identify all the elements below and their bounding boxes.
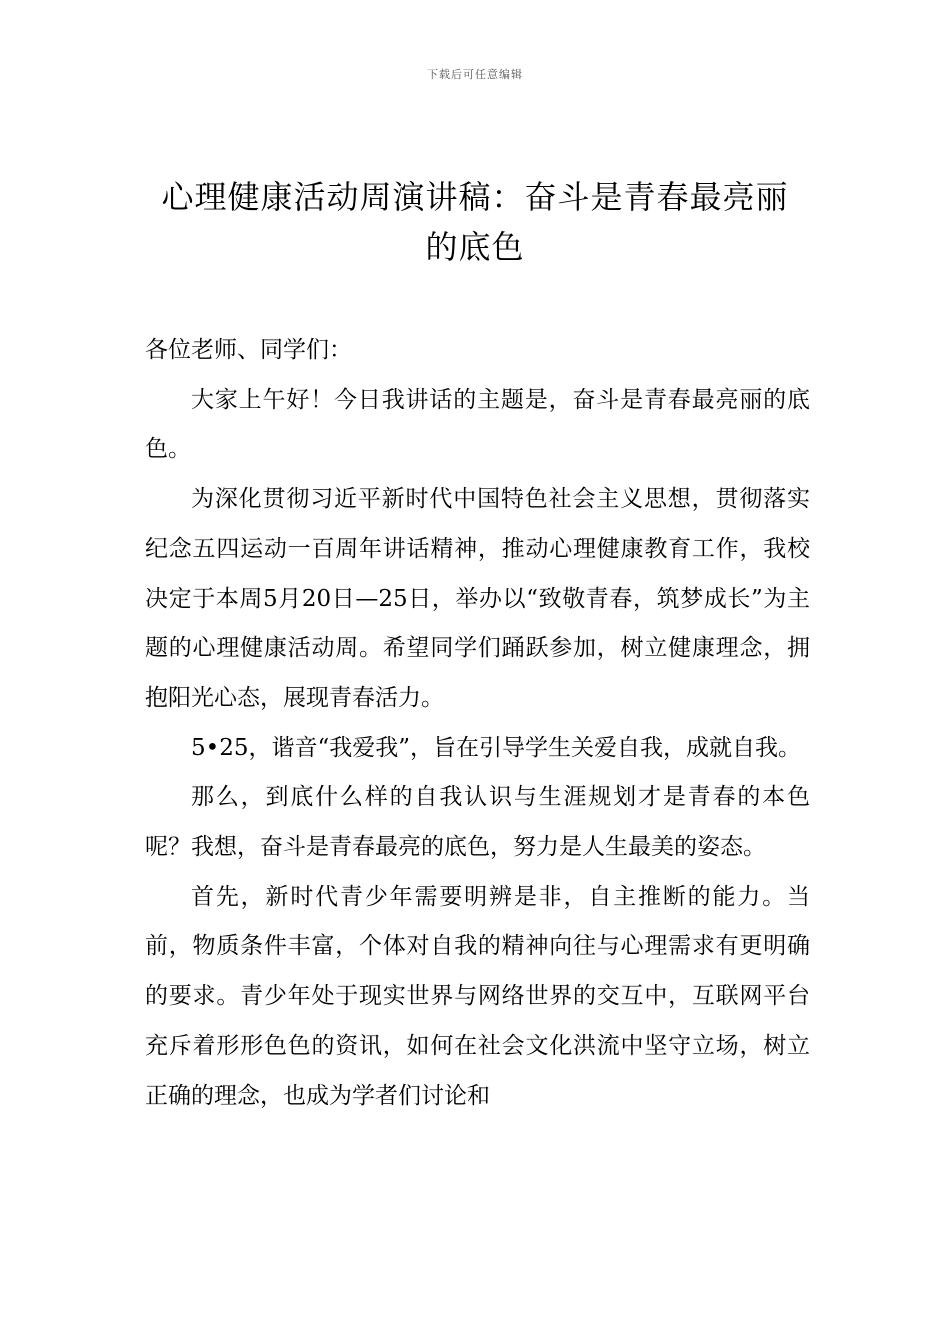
document-title: 心理健康活动周演讲稿：奋斗是青春最亮丽的底色 bbox=[161, 178, 789, 266]
paragraph-question: 那么，到底什么样的自我认识与生涯规划才是青春的本色呢？我想，奋斗是青春最亮的底色，努力是人生最美的姿态。 bbox=[145, 784, 810, 861]
paragraph-first-point: 首先，新时代青少年需要明辨是非，自主推断的能力。当前，物质条件丰富，个体对自我的精神向往与心理需求有更明确的要求。青少年处于现实世界与网络世界的交互中，互联网平台充斥着形形色色的资讯，如何在社会文化洪流中坚守立场，树立正确的理念，也成为学者们讨论和 bbox=[145, 883, 810, 1109]
header-note: 下载后可任意编辑 bbox=[427, 68, 523, 81]
paragraph-525-meaning: 5•25，谐音“我爱我”，旨在引导学生关爱自我，成就自我。 bbox=[191, 734, 801, 761]
paragraph-event-intro: 为深化贯彻习近平新时代中国特色社会主义思想，贯彻落实纪念五四运动一百周年讲话精神，推动心理健康教育工作，我校决定于本周5月20日—25日，举办以“致敬青春，筑梦成长”为主题的心理健康活动周。希望同学们踊跃参加，树立健康理念，拥抱阳光心态，展现青春活力。 bbox=[145, 486, 810, 711]
document-body bbox=[145, 326, 810, 1121]
paragraph-greeting: 大家上午好！今日我讲话的主题是，奋斗是青春最亮丽的底色。 bbox=[145, 386, 810, 463]
salutation: 各位老师、同学们： bbox=[145, 337, 352, 363]
